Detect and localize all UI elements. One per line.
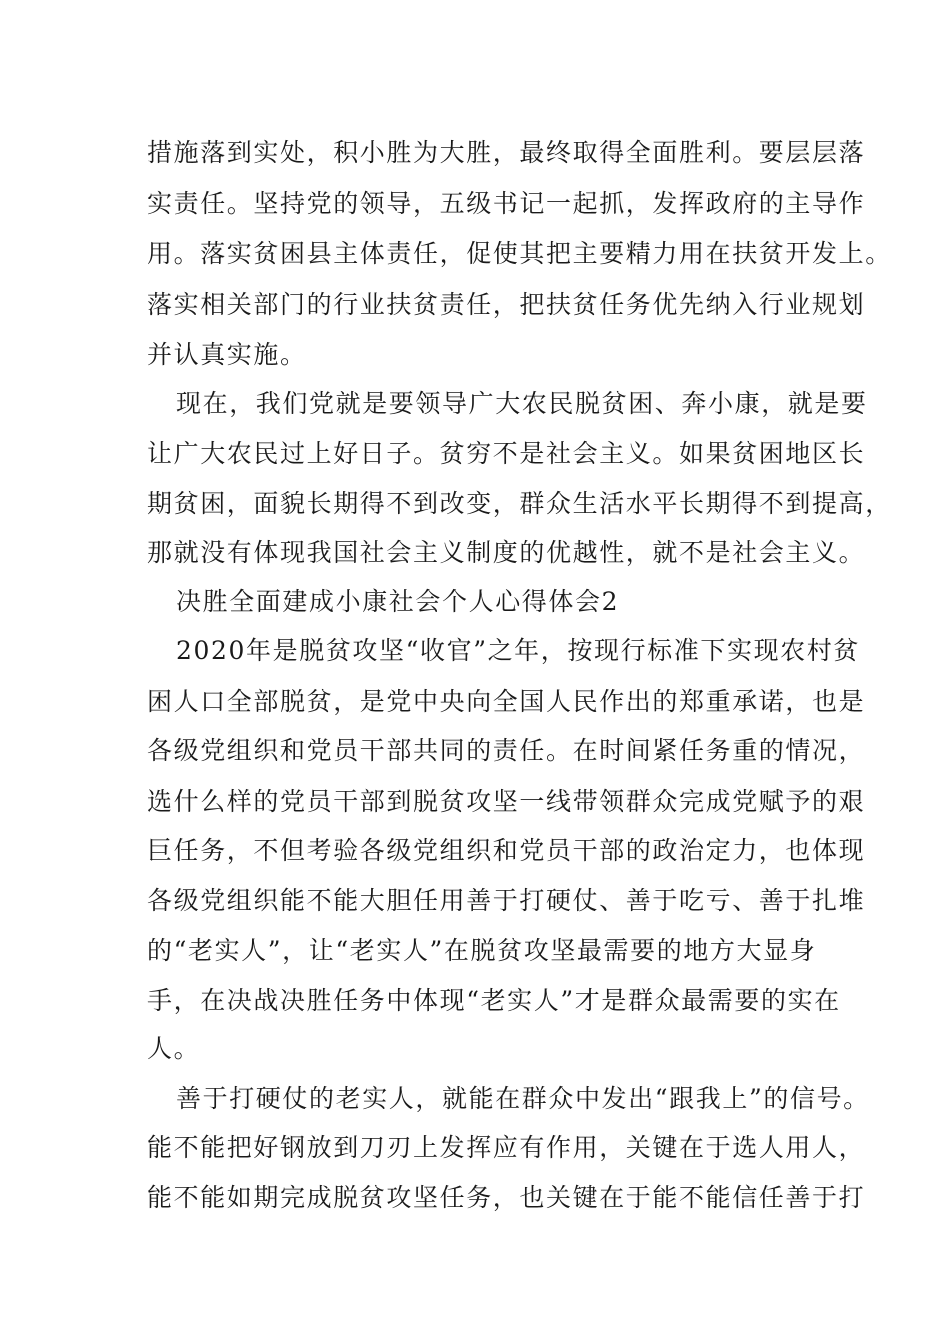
paragraph-line: 落实相关部门的行业扶贫责任，把扶贫任务优先纳入行业规划 (147, 290, 866, 319)
paragraph-line: 手，在决战决胜任务中体现“老实人”才是群众最需要的实在 (147, 986, 841, 1015)
paragraph-line: 各级党组织能不能大胆任用善于打硬仗、善于吃亏、善于扎堆 (147, 886, 866, 915)
paragraph-line: 并认真实施。 (147, 340, 307, 369)
paragraph-line: 用。落实贫困县主体责任，促使其把主要精力用在扶贫开发上。 (147, 239, 892, 268)
paragraph-line: 巨任务，不但考验各级党组织和党员干部的政治定力，也体现 (147, 836, 866, 865)
paragraph-line: 期贫困，面貌长期得不到改变，群众生活水平长期得不到提高， (147, 489, 892, 518)
paragraph-line: 善于打硬仗的老实人，就能在群众中发出“跟我上”的信号。 (176, 1084, 870, 1113)
section-heading: 决胜全面建成小康社会个人心得体会2 (176, 587, 620, 616)
paragraph-line: 选什么样的党员干部到脱贫攻坚一线带领群众完成党赋予的艰 (147, 787, 866, 816)
paragraph-line: 人。 (147, 1034, 201, 1063)
paragraph-line: 措施落到实处，积小胜为大胜，最终取得全面胜利。要层层落 (147, 138, 866, 167)
paragraph-line: 能不能把好钢放到刀刃上发挥应有作用，关键在于选人用人， (147, 1133, 866, 1162)
paragraph-line: 让广大农民过上好日子。贫穷不是社会主义。如果贫困地区长 (147, 439, 866, 468)
paragraph-line: 那就没有体现我国社会主义制度的优越性，就不是社会主义。 (147, 538, 866, 567)
paragraph-line: 困人口全部脱贫，是党中央向全国人民作出的郑重承诺，也是 (147, 687, 866, 716)
paragraph-line: 的“老实人”，让“老实人”在脱贫攻坚最需要的地方大显身 (147, 936, 817, 965)
paragraph-line: 各级党组织和党员干部共同的责任。在时间紧任务重的情况， (147, 736, 866, 765)
paragraph-line: 现在，我们党就是要领导广大农民脱贫困、奔小康，就是要 (176, 389, 868, 418)
paragraph-line: 能不能如期完成脱贫攻坚任务，也关键在于能不能信任善于打 (147, 1183, 866, 1212)
paragraph-line: 实责任。坚持党的领导，五级书记一起抓，发挥政府的主导作 (147, 189, 866, 218)
paragraph-line: 2020年是脱贫攻坚“收官”之年，按现行标准下实现农村贫 (176, 636, 860, 665)
